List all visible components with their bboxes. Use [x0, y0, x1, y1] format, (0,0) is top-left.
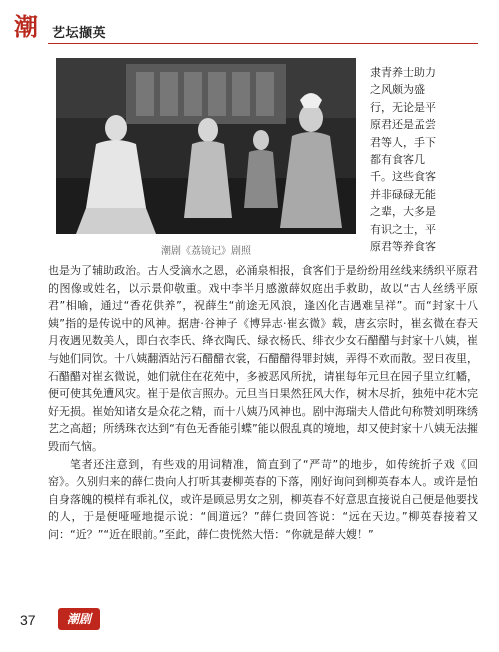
header-divider	[48, 43, 478, 44]
article-body	[48, 262, 478, 544]
side-line: 之风颇为盛	[370, 83, 425, 97]
side-line: 君等人，手下	[370, 135, 436, 149]
side-line: 原君还是孟尝	[370, 118, 436, 132]
side-line: 有识之士，平	[370, 222, 436, 236]
page-number: 37	[20, 612, 36, 628]
side-line: 之辈，大多是	[370, 205, 436, 219]
side-line: 行，无论是平	[370, 100, 436, 114]
stage-photo-illustration	[56, 58, 356, 234]
side-line: 千。这些食客	[370, 170, 436, 184]
body-paragraph: 笔者还注意到，有些戏的用词精准，简直到了“严苛”的地步，如传统折子戏《回窑》。久别归来的薛仁贵向人打听其妻柳英春的下落，刚好询问到柳英春本人。或许是怕自身落魄的模样有乖礼仪，或许是顾忌男女之别，柳英春不好意思直接说自己便是他要找的人，于是便哑哑地提示说：“阊道远？”薛仁贵回答说：“远在天边。”柳英春接着又问：“近？”“近在眼前。”至此，薛仁贵恍然大悟：“你就是薛大嫂！”	[48, 457, 478, 541]
side-line: 都有食客几	[370, 153, 425, 167]
side-line: 原君等养食客	[370, 240, 436, 254]
body-paragraph: 也是为了辅助政治。古人受滴水之恩，必涌泉相报，食客们于是纷纷用丝线来绣织平原君的图像或姓名，以示景仰敬重。戏中李半月感激薛奴庭出手救助，故以“古人丝绣平原君”相喻，通过“香花供养”，祝薛生“前途无风浪，逢凶化吉遇难呈祥”。而“封家十八姨”指的是传说中的风神。据唐·谷神子《博异志·崔玄微》载，唐玄宗时，崔玄微在春天月夜遇见数美人，即白衣李氏、绛衣陶氏、绿衣杨氏、绯衣少女石醋醋与封家十八姨，崔与她们同饮。十八姨翻酒站污石醋醋衣裳，石醋醋得罪封姨，弄得不欢而散。翌日夜里，石醋醋对崔玄微说，她们就住在花苑中，多被恶风所扰，请崔每年元旦在园子里立红幡，便可使其免遭风灾。崔于是依言照办。元旦当日果然狂风大作，树木尽折，独苑中花木完好无损。崔始知诸女是众花之精，而十八姨乃风神也。剧中海瑞夫人借此句称赞刘明珠绣艺之高超；所绣珠衣达到“有色无香能引蝶”能以假乱真的境地，却又使封家十八姨无法摧毁而气恼。	[48, 264, 478, 453]
side-line: 并非碌碌无能	[370, 187, 436, 201]
column-title: 艺坛撷英	[52, 26, 107, 41]
page-header	[0, 0, 499, 44]
chaoju-footer-logo: 潮剧	[58, 608, 100, 630]
stage-photo	[56, 58, 356, 234]
chaoju-logo-mark: 潮	[14, 12, 38, 41]
side-line: 隶青养士助力	[370, 66, 436, 79]
page-footer	[0, 604, 499, 644]
side-text-column	[370, 64, 478, 255]
photo-caption: 潮剧《荔镜记》剧照	[161, 246, 251, 257]
